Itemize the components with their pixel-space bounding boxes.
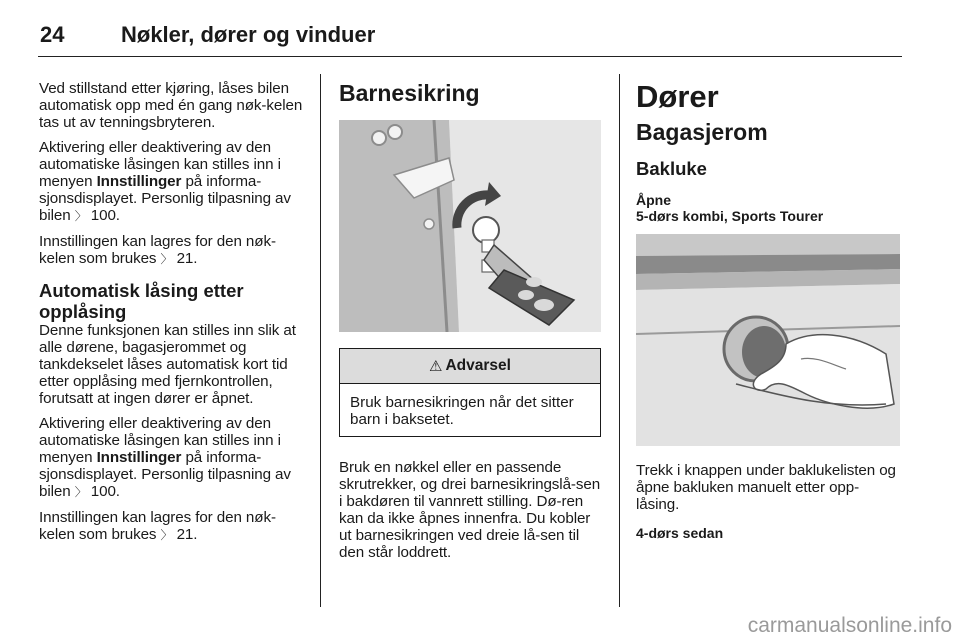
column-right xyxy=(636,80,902,541)
paragraph-key-setting-2: Innstillingen kan lagres for den nøk-kelen som brukes 〉 21. xyxy=(39,509,276,543)
paragraph-key-setting: Innstillingen kan lagres for den nøk-kelen som brukes 〉 21. xyxy=(39,233,276,267)
section-heading-luggage: Bagasjerom xyxy=(636,119,768,145)
page-title: Nøkler, dører og vinduer xyxy=(121,22,376,47)
tailgate-illustration xyxy=(636,234,900,446)
reference-arrow-icon: 〉 xyxy=(74,485,87,499)
column-divider xyxy=(619,74,620,607)
page-number: 24 xyxy=(40,22,65,47)
watermark: carmanualsonline.info xyxy=(747,614,952,637)
paragraph-unlock: Ved stillstand etter kjøring, låses bilen automatisk opp med én gang nøk-kelen tas ut av tenningsbryteren. xyxy=(39,80,303,131)
paragraph-child-lock: Bruk en nøkkel eller en passende skrutrekker, og drei barnesikringslå-sen i bakdøren til vannrett stilling. Dø-ren kan da ikke åpnes innenfra. Du kobler ut barnesikringen ved dreie lå-sen til den står loddrett. xyxy=(339,459,601,561)
section-heading-child-lock: Barnesikring xyxy=(339,80,480,106)
page-reference-link[interactable]: 21. xyxy=(176,526,198,543)
label-variant: 5-dørs kombi, Sports Tourer xyxy=(636,208,824,224)
reference-arrow-icon: 〉 xyxy=(160,528,173,542)
paragraph-settings: Aktivering eller deaktivering av den automatiske låsingen kan stilles inn i menyen Innstillinger på informa-sjonsdisplayet. Personlig tilpasning av bilen 〉 100. xyxy=(39,139,291,224)
page-reference-link[interactable]: 100. xyxy=(90,483,120,500)
label-open: Åpne xyxy=(636,192,671,208)
paragraph-settings-2: Aktivering eller deaktivering av den automatiske låsingen kan stilles inn i menyen Innstillinger på informa-sjonsdisplayet. Personlig tilpasning av bilen 〉 100. xyxy=(39,415,291,500)
menu-name: Innstillinger xyxy=(96,173,182,190)
column-divider xyxy=(320,74,321,607)
menu-name: Innstillinger xyxy=(96,449,182,466)
paragraph-tailgate: Trekk i knappen under baklukelisten og åpne bakluken manuelt etter opp-låsing. xyxy=(636,462,896,513)
warning-icon: ⚠ xyxy=(429,358,443,375)
section-heading-autolock: Automatisk låsing etter opplåsing xyxy=(39,280,244,322)
page-header xyxy=(38,6,902,57)
label-sedan: 4-dørs sedan xyxy=(636,525,724,541)
reference-arrow-icon: 〉 xyxy=(160,252,173,266)
reference-arrow-icon: 〉 xyxy=(74,209,87,223)
paragraph-autolock: Denne funksjonen kan stilles inn slik at alle dørene, bagasjerommet og tankdekselet låses automatisk kort tid etter opplåsing med fjernkontrollen, forutsatt at ingen dører er åpnet. xyxy=(39,322,296,407)
chapter-heading-doors: Dører xyxy=(636,79,719,114)
warning-box xyxy=(339,348,601,437)
column-left xyxy=(39,80,304,552)
page-reference-link[interactable]: 100. xyxy=(90,207,120,224)
warning-text: Bruk barnesikringen når det sitter barn i baksetet. xyxy=(350,394,574,428)
warning-title: Advarsel xyxy=(445,357,511,374)
subsection-heading-tailgate: Bakluke xyxy=(636,158,707,179)
warning-header xyxy=(340,349,600,384)
child-lock-illustration xyxy=(339,120,601,332)
column-middle xyxy=(339,80,601,569)
page-reference-link[interactable]: 21. xyxy=(176,250,198,267)
